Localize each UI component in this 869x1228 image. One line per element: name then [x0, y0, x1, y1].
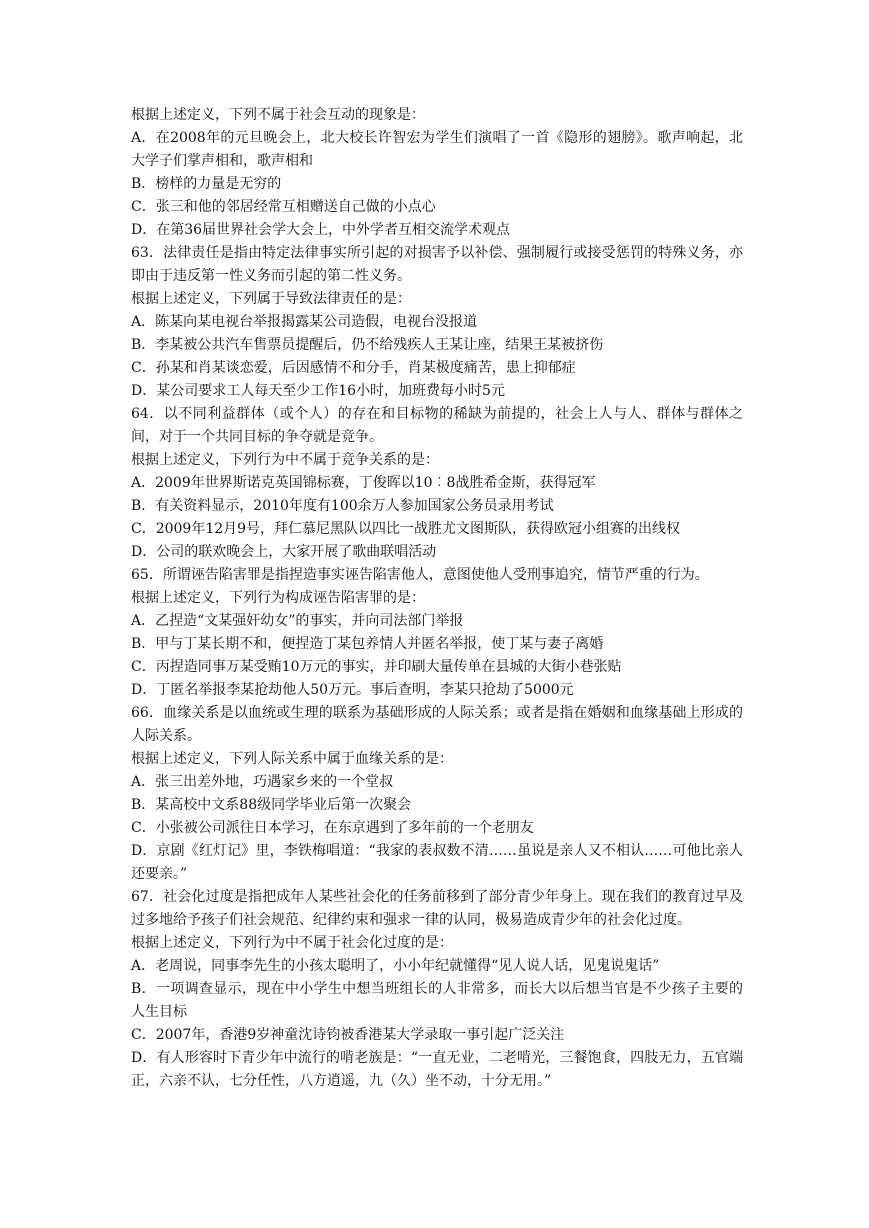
question-64-option-a: A．2009年世界斯诺克英国锦标赛，丁俊晖以10︰8战胜希金斯，获得冠军: [131, 475, 596, 491]
question-66-option-d: D．京剧《红灯记》里，李铁梅唱道：“我家的表叔数不清……虽说是亲人又不相认……可他比亲人还要亲。”: [131, 843, 743, 882]
question-65-option-a: A．乙捏造“文某强奸幼女”的事实，并向司法部门举报: [131, 613, 464, 629]
question-65-option-b: B．甲与丁某长期不和，便捏造丁某包养情人并匿名举报，使丁某与妻子离婚: [131, 636, 604, 652]
question-66-definition: 66．血缘关系是以血统或生理的联系为基础形成的人际关系；或者是指在婚姻和血缘基础上形成的人际关系。: [131, 705, 743, 744]
question-67-prompt: 根据上述定义，下列行为中不属于社会化过度的是：: [131, 935, 453, 951]
question-66-option-b: B．某高校中文系88级同学毕业后第一次聚会: [131, 797, 412, 813]
question-63-option-d: D．某公司要求工人每天至少工作16小时，加班费每小时5元: [131, 383, 505, 399]
option-b: B．榜样的力量是无穷的: [131, 176, 282, 192]
question-67-definition: 67．社会化过度是指把成年人某些社会化的任务前移到了部分青少年身上。现在我们的教育过早及过多地给予孩子们社会规范、纪律约束和强求一律的认同，极易造成青少年的社会化过度。: [131, 889, 743, 928]
question-66-option-c: C．小张被公司派往日本学习，在东京遇到了多年前的一个老朋友: [131, 820, 534, 836]
question-63-option-a: A．陈某向某电视台举报揭露某公司造假，电视台没报道: [131, 314, 478, 330]
question-63-option-b: B．李某被公共汽车售票员提醒后，仍不给残疾人王某让座，结果王某被挤伤: [131, 337, 604, 353]
question-65-option-d: D．丁匿名举报李某抢劫他人50万元。事后查明，李某只抢劫了5000元: [131, 682, 574, 698]
option-d: D．在第36届世界社会学大会上，中外学者互相交流学术观点: [131, 222, 511, 238]
question-67-option-b: B．一项调查显示，现在中小学生中想当班组长的人非常多，而长大以后想当官是不少孩子主要的人生目标: [131, 981, 743, 1020]
question-64-option-d: D．公司的联欢晚会上，大家开展了歌曲联唱活动: [131, 544, 437, 560]
question-65-definition: 65．所谓诬告陷害罪是指捏造事实诬告陷害他人，意图使他人受刑事追究，情节严重的行为。: [131, 567, 709, 583]
question-63-prompt: 根据上述定义，下列属于导致法律责任的是：: [131, 291, 411, 307]
option-c: C．张三和他的邻居经常互相赠送自己做的小点心: [131, 199, 436, 215]
question-64-option-c: C．2009年12月9号，拜仁慕尼黑队以四比一战胜尤文图斯队，获得欧冠小组赛的出线权: [131, 521, 681, 537]
question-65-option-c: C．丙捏造同事万某受贿10万元的事实，并印刷大量传单在县城的大街小巷张贴: [131, 659, 622, 675]
document-page: [131, 104, 743, 1093]
question-64-option-b: B．有关资料显示，2010年度有100余万人参加国家公务员录用考试: [131, 498, 554, 514]
question-67-option-d: D．有人形容时下青少年中流行的啃老族是：“一直无业，二老啃光，三餐饱食，四肢无力，五官端正，六亲不认，七分任性，八方逍遥，九（久）坐不动，十分无用。”: [131, 1050, 743, 1089]
question-prompt: 根据上述定义，下列不属于社会互动的现象是：: [131, 107, 425, 123]
question-66-prompt: 根据上述定义，下列人际关系中属于血缘关系的是：: [131, 751, 453, 767]
question-63-option-c: C．孙某和肖某谈恋爱，后因感情不和分手，肖某极度痛苦，患上抑郁症: [131, 360, 576, 376]
question-64-definition: 64．以不同利益群体（或个人）的存在和目标物的稀缺为前提的，社会上人与人、群体与群体之间，对于一个共同目标的争夺就是竞争。: [131, 406, 743, 445]
question-67-option-c: C．2007年，香港9岁神童沈诗钧被香港某大学录取一事引起广泛关注: [131, 1027, 565, 1043]
question-63-definition: 63．法律责任是指由特定法律事实所引起的对损害予以补偿、强制履行或接受惩罚的特殊义务，亦即由于违反第一性义务而引起的第二性义务。: [131, 245, 743, 284]
question-67-option-a: A．老周说，同事李先生的小孩太聪明了，小小年纪就懂得“见人说人话，见鬼说鬼话”: [131, 958, 660, 974]
question-66-option-a: A．张三出差外地，巧遇家乡来的一个堂叔: [131, 774, 394, 790]
option-a: A．在2008年的元旦晚会上，北大校长许智宏为学生们演唱了一首《隐形的翅膀》。歌声响起，北大学子们掌声相和，歌声相和: [131, 130, 743, 169]
question-65-prompt: 根据上述定义，下列行为构成诬告陷害罪的是：: [131, 590, 425, 606]
question-64-prompt: 根据上述定义，下列行为中不属于竞争关系的是：: [131, 452, 439, 468]
